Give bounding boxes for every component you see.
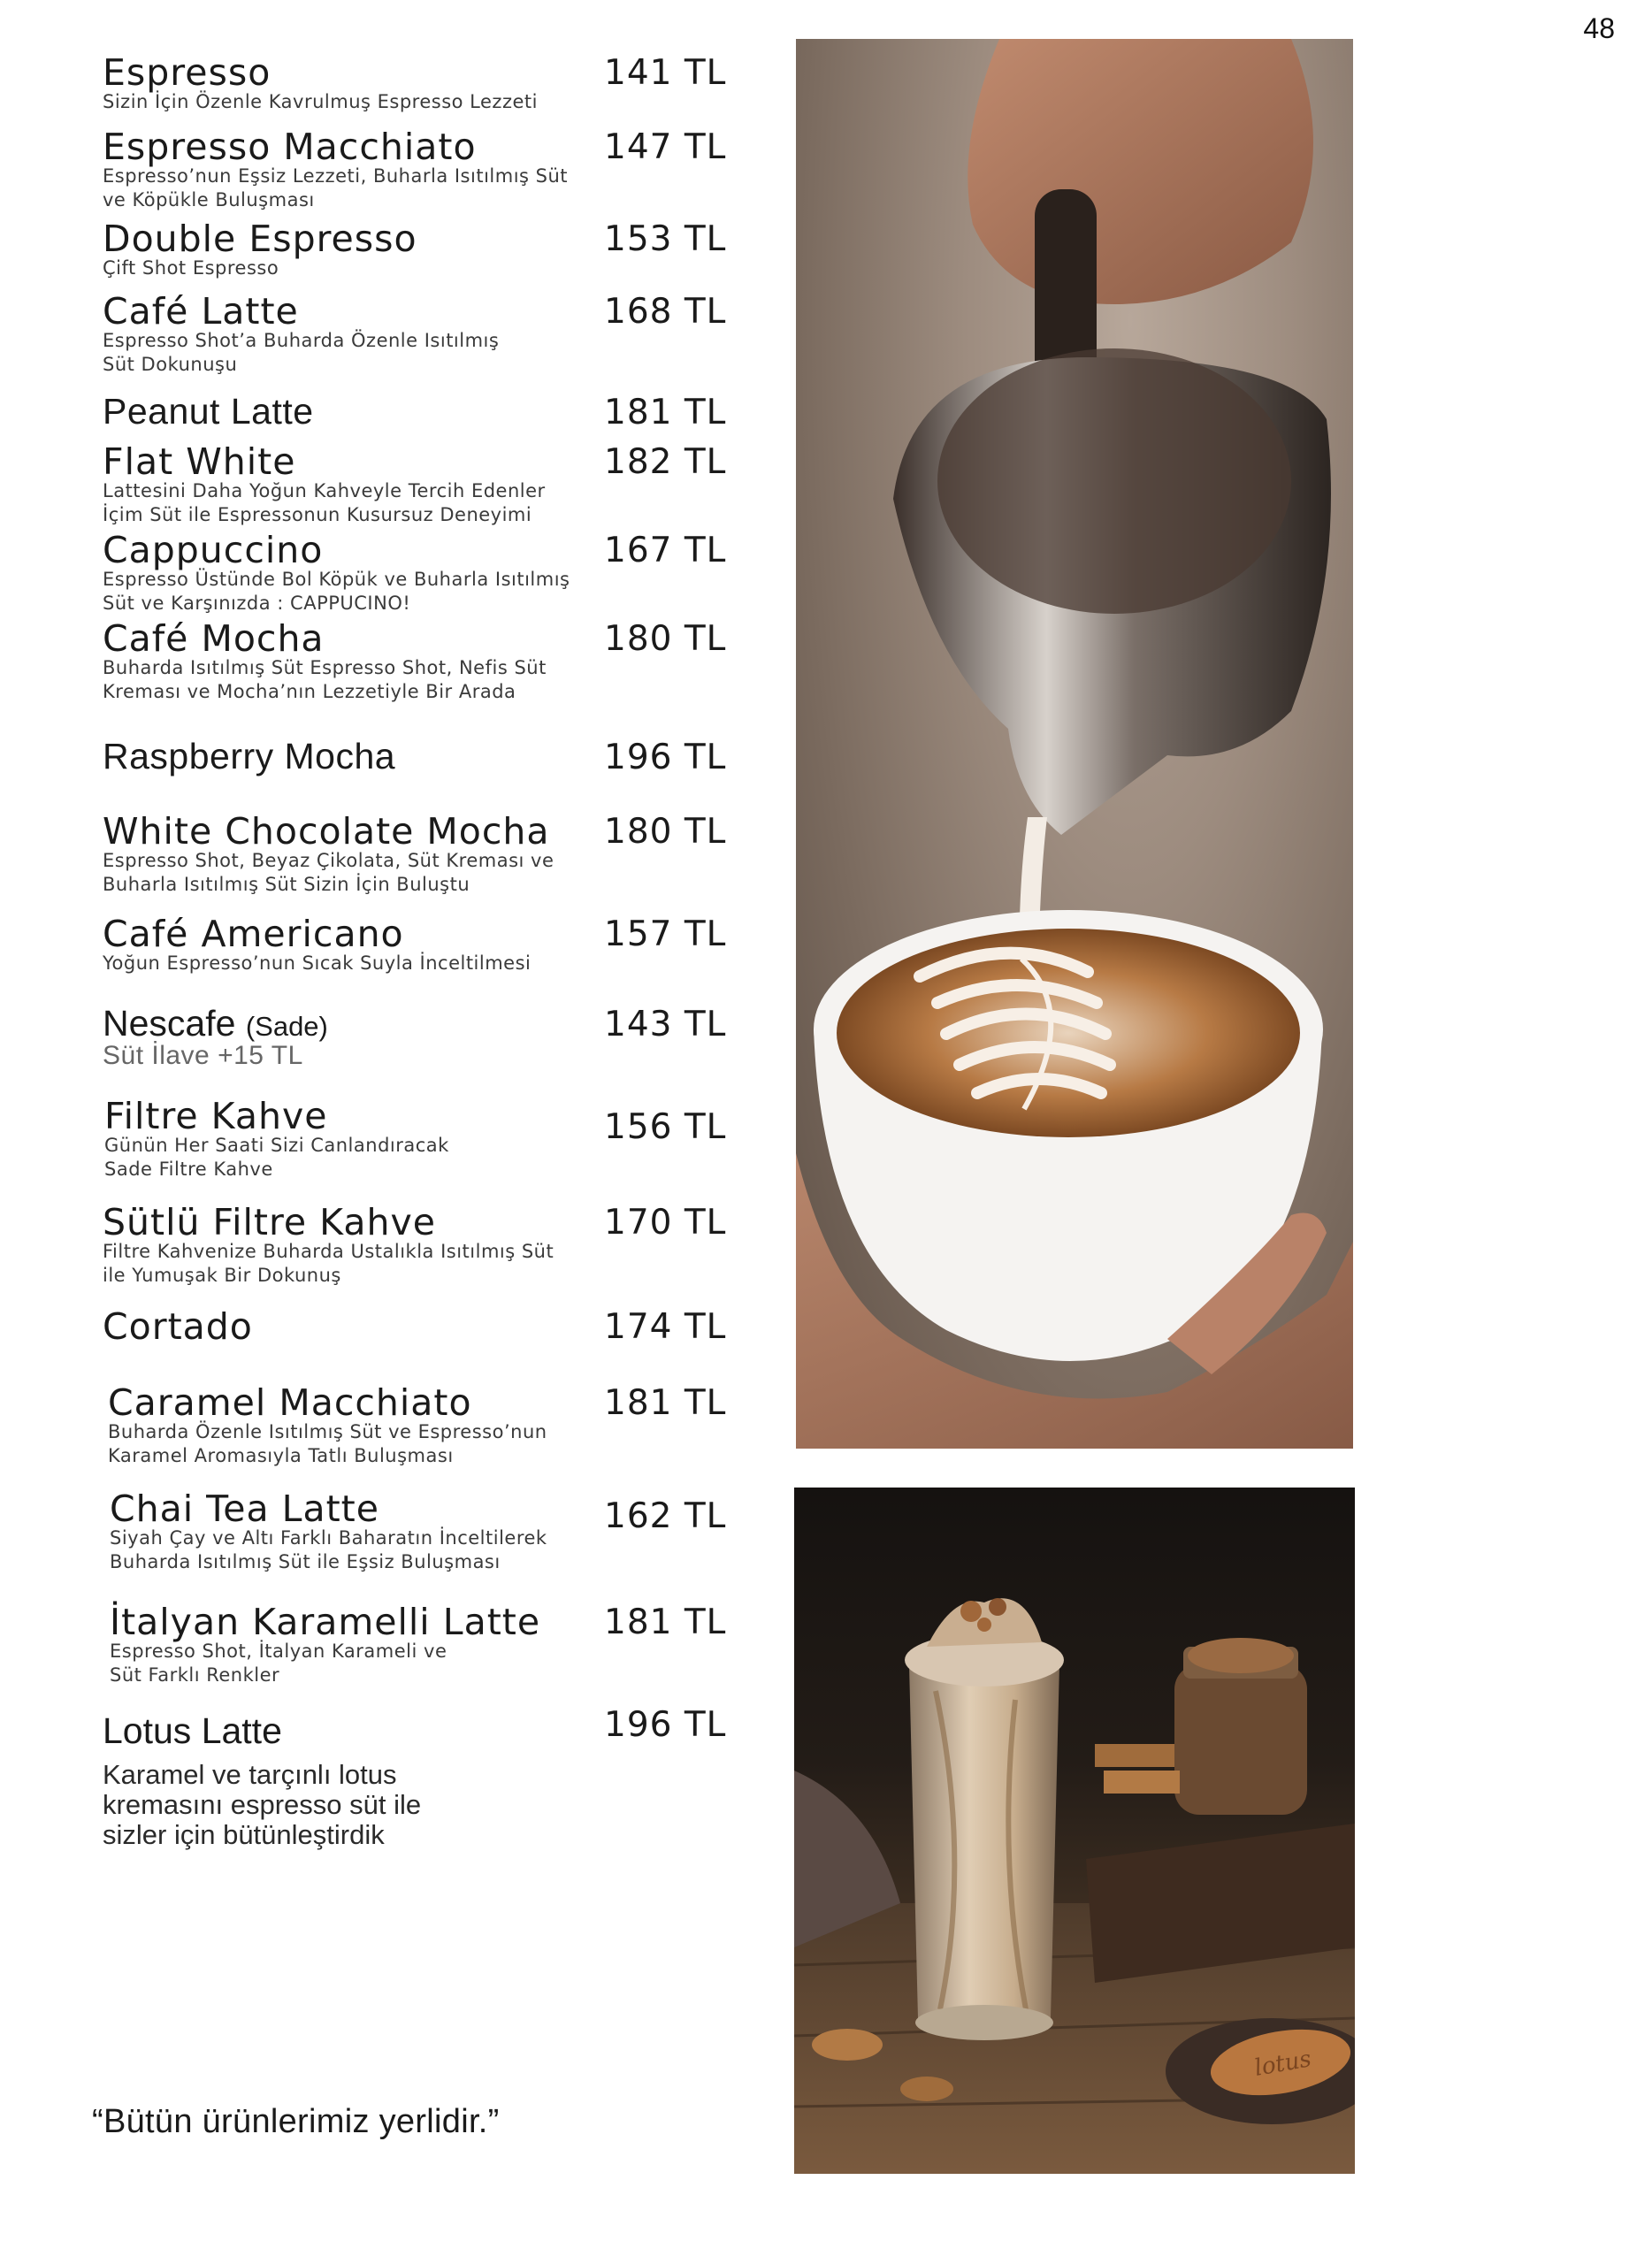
item-name: Peanut Latte [103, 391, 314, 432]
item-description: Buharda Isıtılmış Süt Espresso Shot, Nefis Süt Kreması ve Mocha’nın Lezzetiyle Bir Arada [103, 657, 547, 702]
item-name: Cortado [103, 1305, 253, 1348]
item-name: Caramel Macchiato [108, 1381, 472, 1424]
item-price: 181 TL [604, 393, 727, 432]
item-name: Café Americano [103, 913, 404, 955]
item-name: Filtre Kahve [104, 1095, 328, 1137]
item-description: Süt İlave +15 TL [103, 1041, 303, 1070]
item-description: Filtre Kahvenize Buharda Ustalıkla Isıtılmış Süt ile Yumuşak Bir Dokunuş [103, 1241, 554, 1286]
lotus-latte-illustration [794, 1488, 1355, 2174]
item-name: İtalyan Karamelli Latte [110, 1601, 541, 1643]
item-price: 168 TL [604, 292, 727, 332]
item-description: Espresso Shot, İtalyan Karameli ve Süt Farklı Renkler [110, 1641, 447, 1686]
lotus-biscuit-text: lotus [1252, 2046, 1313, 2082]
item-description: Espresso Üstünde Bol Köpük ve Buharla Isıtılmış Süt ve Karşınızda : CAPPUCINO! [103, 569, 570, 614]
item-name: Lotus Latte [103, 1710, 282, 1751]
item-price: 180 TL [604, 619, 727, 659]
page-number: 48 [1583, 12, 1615, 44]
item-name: White Chocolate Mocha [103, 810, 550, 853]
item-description: Çift Shot Espresso [103, 257, 279, 279]
item-name: Cappuccino [103, 529, 324, 571]
item-name: Flat White [103, 440, 296, 483]
item-name: Café Mocha [103, 617, 325, 660]
item-name: Espresso [103, 51, 272, 94]
item-name: Chai Tea Latte [110, 1488, 379, 1530]
item-description: Siyah Çay ve Altı Farklı Baharatın İnceltilerek Buharda Isıtılmış Süt ile Eşsiz Buluşması [110, 1527, 547, 1572]
item-price: 180 TL [604, 812, 727, 852]
item-price: 156 TL [604, 1107, 727, 1147]
latte-art-illustration [796, 39, 1353, 1449]
item-name: Café Latte [103, 290, 299, 333]
item-description: Buharda Özenle Isıtılmış Süt ve Espresso’nun Karamel Aromasıyla Tatlı Buluşması [108, 1421, 547, 1466]
item-name-main: Nescafe [103, 1003, 236, 1044]
item-price: 174 TL [604, 1307, 727, 1347]
item-price: 181 TL [604, 1383, 727, 1423]
item-name: Raspberry Mocha [103, 736, 396, 776]
item-price: 167 TL [604, 531, 727, 570]
item-description: Espresso’nun Eşsiz Lezzeti, Buharla Isıtılmış Süt ve Köpükle Buluşması [103, 165, 569, 210]
item-price: 141 TL [604, 53, 727, 93]
item-price: 196 TL [604, 738, 727, 777]
item-name-suffix: (Sade) [245, 1011, 328, 1042]
lotus-latte-photo [794, 1488, 1355, 2174]
item-description: Günün Her Saati Sizi Canlandıracak Sade Filtre Kahve [104, 1135, 449, 1180]
latte-art-photo [796, 39, 1353, 1449]
item-price: 143 TL [604, 1005, 727, 1044]
item-description: Espresso Shot, Beyaz Çikolata, Süt Kreması ve Buharla Isıtılmış Süt Sizin İçin Buluştu [103, 850, 554, 895]
item-description: Yoğun Espresso’nun Sıcak Suyla İnceltilmesi [103, 952, 532, 974]
item-description: Sizin İçin Özenle Kavrulmuş Espresso Lezzeti [103, 91, 538, 112]
item-name: Double Espresso [103, 218, 417, 260]
item-name: Espresso Macchiato [103, 126, 477, 168]
item-name [103, 1003, 328, 1044]
item-description: Lattesini Daha Yoğun Kahveyle Tercih Edenler İçim Süt ile Espressonun Kusursuz Deneyimi [103, 480, 546, 525]
item-price: 157 TL [604, 914, 727, 954]
footer-quote: “Bütün ürünlerimiz yerlidir.” [92, 2103, 500, 2140]
item-price: 162 TL [604, 1496, 727, 1536]
item-name: Sütlü Filtre Kahve [103, 1201, 436, 1243]
item-price: 182 TL [604, 442, 727, 482]
item-price: 181 TL [604, 1602, 727, 1642]
item-price: 170 TL [604, 1203, 727, 1243]
item-description: Espresso Shot’a Buharda Özenle Isıtılmış Süt Dokunuşu [103, 330, 500, 375]
item-price: 153 TL [604, 219, 727, 259]
item-price: 196 TL [604, 1705, 727, 1745]
item-description: Karamel ve tarçınlı lotus kremasını espresso süt ile sizler için bütünleştirdik [103, 1759, 422, 1850]
item-price: 147 TL [604, 127, 727, 167]
